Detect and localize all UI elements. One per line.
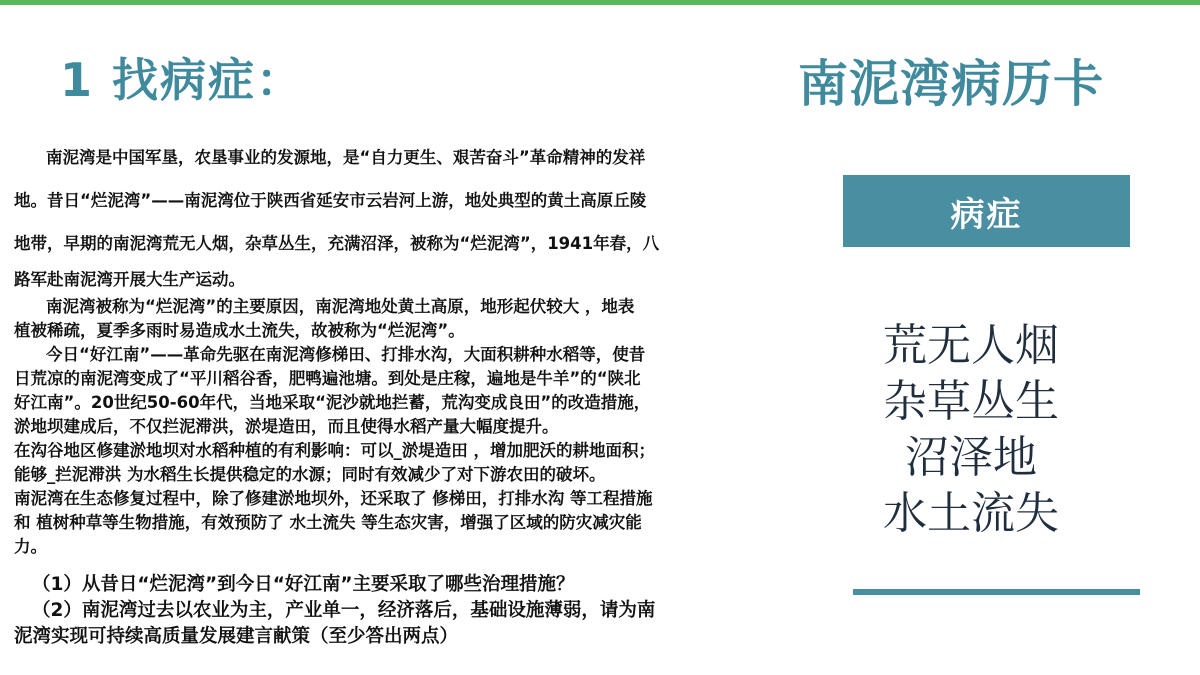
passage-line: 日荒凉的南泥湾变成了“平川稻谷香，肥鸭遍池塘。到处是庄稼，遍地是牛羊”的“陕北 (14, 369, 641, 388)
passage-line: 地带，早期的南泥湾荒无人烟，杂草丛生，充满沼泽，被称为“烂泥湾”，1941年春，八 (14, 234, 660, 253)
symptom-heading-box (843, 175, 1130, 247)
symptom-heading: 病症 (950, 194, 1023, 235)
symptom-item: 水土流失 (883, 488, 1059, 539)
passage-line: 南泥湾被称为“烂泥湾”的主要原因，南泥湾地处黄土高原，地形起伏较大 ，地表 (46, 297, 635, 316)
questions-block (14, 572, 814, 650)
passage-line: 南泥湾是中国军垦，农垦事业的发源地，是“自力更生、艰苦奋斗”革命精神的发祥 (46, 148, 646, 167)
symptom-item: 杂草丛生 (883, 376, 1059, 427)
passage-line: 力。 (14, 537, 47, 556)
symptom-item: 荒无人烟 (883, 320, 1059, 371)
slide-title: 1 找病症： (60, 53, 305, 107)
symptom-item: 沼泽地 (905, 432, 1037, 483)
passage-line: 植被稀疏，夏季多雨时易造成水土流失，故被称为“烂泥湾”。 (14, 321, 465, 340)
passage-line: 能够_拦泥滞洪 为水稻生长提供稳定的水源；同时有效减少了对下游农田的破坏。 (14, 465, 606, 484)
symptom-list (843, 318, 1099, 542)
question-2-line-2: 泥湾实现可持续高质量发展建言献策（至少答出两点） (14, 626, 459, 647)
question-2-line-1: （2）南泥湾过去以农业为主，产业单一，经济落后，基础设施薄弱，请为南 (32, 600, 656, 621)
passage-line: 和 植树种草等生物措施，有效预防了 水土流失 等生态灾害，增强了区域的防灾减灾能 (14, 513, 642, 532)
card-title: 南泥湾病历卡 (798, 55, 1104, 113)
passage-line: 淤地坝建成后，不仅拦泥滞洪，淤堤造田，而且使得水稻产量大幅度提升。 (14, 417, 559, 436)
question-1: （1）从昔日“烂泥湾”到今日“好江南”主要采取了哪些治理措施？ (32, 574, 575, 595)
top-accent-bar (0, 0, 1200, 5)
passage-line: 南泥湾在生态修复过程中，除了修建淤地坝外，还采取了 修梯田，打排水沟 等工程措施 (14, 489, 653, 508)
passage-line: 好江南”。20世纪50-60年代，当地采取“泥沙就地拦蓄，荒沟变成良田”的改造措施， (14, 393, 651, 412)
passage-text (14, 136, 804, 559)
passage-line: 今日“好江南”——革命先驱在南泥湾修梯田、打排水沟，大面积耕种水稻等，使昔 (46, 345, 646, 364)
passage-line: 在沟谷地区修建淤地坝对水稻种植的有利影响：可以_淤堤造田 ，增加肥沃的耕地面积； (14, 441, 655, 460)
passage-line: 路军赴南泥湾开展大生产运动。 (14, 270, 245, 289)
passage-line: 地。昔日“烂泥湾”——南泥湾位于陕西省延安市云岩河上游，地处典型的黄土高原丘陵 (14, 191, 647, 210)
card-bottom-rule (853, 589, 1140, 595)
